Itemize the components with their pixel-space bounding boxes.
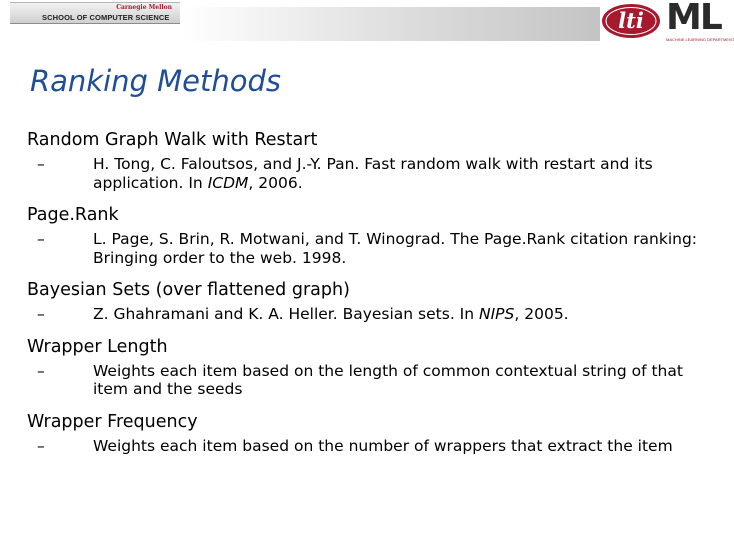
bullet-dash: – — [37, 361, 45, 380]
citation-year: , 2005. — [514, 305, 569, 323]
section-heading-note: (over flattened graph) — [155, 280, 350, 300]
ml-logo — [664, 0, 734, 48]
list-item — [27, 305, 707, 324]
ml-logo-text: ML — [666, 0, 721, 38]
slide-content — [27, 128, 707, 466]
section-heading: Bayesian Sets — [27, 280, 151, 300]
bullet-dash: – — [37, 436, 45, 455]
school-name: SCHOOL OF COMPUTER SCIENCE — [42, 13, 170, 22]
list-item — [27, 230, 707, 267]
citation-text: L. Page, S. Brin, R. Motwani, and T. Winograd. The Page.Rank citation ranking: Bringing order to the web. 1998. — [93, 230, 698, 267]
section-wrapper-length — [27, 335, 707, 399]
venue-name: ICDM — [207, 173, 249, 192]
list-item — [27, 362, 707, 399]
bullet-dash: – — [37, 155, 45, 173]
bullet-dash: – — [37, 305, 45, 323]
description-text: Weights each item based on the length of common contextual string of that item and the seeds — [93, 361, 683, 398]
venue-name: NIPS — [479, 305, 515, 323]
section-bayesian-sets — [27, 278, 707, 324]
citation-text: H. Tong, C. Faloutsos, and J.-Y. Pan. Fast random walk with restart and its application. In — [93, 155, 653, 192]
section-wrapper-frequency — [27, 410, 707, 456]
section-heading: Page.Rank — [27, 205, 119, 225]
ml-logo-subtext: MACHINE LEARNING DEPARTMENT — [666, 37, 734, 42]
slide-header — [0, 0, 734, 52]
section-pagerank — [27, 203, 707, 267]
bullet-dash: – — [37, 230, 45, 248]
list-item — [27, 155, 707, 192]
header-gradient-band — [180, 7, 600, 41]
lti-logo-text: lti — [618, 8, 644, 33]
section-heading-row — [27, 278, 707, 302]
slide-title: Ranking Methods — [30, 64, 282, 98]
description-text: Weights each item based on the number of wrappers that extract the item — [93, 436, 673, 455]
section-heading: Wrapper Frequency — [27, 411, 198, 432]
list-item — [27, 437, 707, 456]
section-heading: Wrapper Length — [27, 336, 168, 357]
lti-logo — [600, 2, 662, 40]
citation-text: Z. Ghahramani and K. A. Heller. Bayesian sets. In — [93, 305, 480, 323]
citation-year: , 2006. — [248, 173, 303, 192]
section-random-graph-walk — [27, 128, 707, 192]
cmu-banner — [10, 2, 180, 24]
cmu-name: Carnegie Mellon — [116, 4, 172, 11]
section-heading: Random Graph Walk with Restart — [27, 130, 318, 150]
